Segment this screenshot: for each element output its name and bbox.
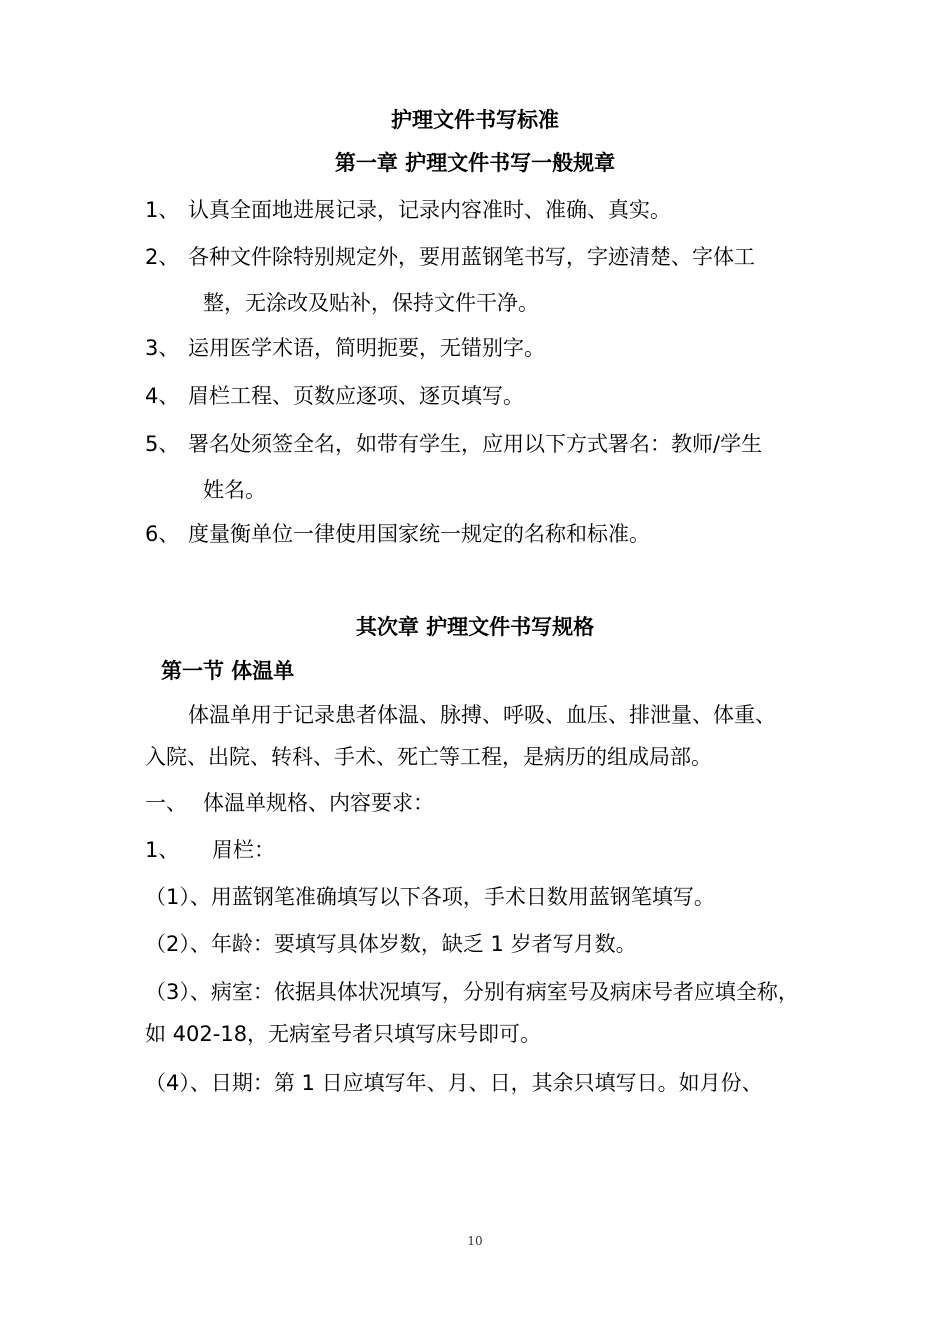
item-number: 3、 — [145, 336, 180, 360]
item-number: 2、 — [145, 245, 180, 269]
paragraph-4: （4）、日期：第 1 日应填写年、月、日，其余只填写日。如月份、 — [145, 1071, 763, 1095]
item-text: 运用医学术语，简明扼要，无错别字。 — [188, 336, 545, 360]
section1-intro-line2: 入院、出院、转科、手术、死亡等工程，是病历的组成局部。 — [145, 745, 712, 769]
item-text: 眉栏： — [212, 838, 275, 862]
section1-intro-line1: 体温单用于记录患者体温、脉搏、呼吸、血压、排泄量、体重、 — [188, 703, 776, 727]
paragraph-2: （2）、年龄：要填写具体岁数，缺乏 1 岁者写月数。 — [145, 932, 637, 956]
item-text: 度量衡单位一律使用国家统一规定的名称和标准。 — [188, 522, 650, 546]
subsection-number: 一、 — [145, 791, 187, 815]
item-text: 署名处须签全名，如带有学生，应用以下方式署名：教师/学生 — [188, 432, 763, 456]
item-number: 4、 — [145, 384, 180, 408]
subsection-text: 体温单规格、内容要求： — [203, 791, 434, 815]
document-title: 护理文件书写标准 — [391, 108, 559, 132]
item-number: 1、 — [145, 198, 180, 222]
paragraph-3-line1: （3）、病室：依据具体状况填写，分别有病室号及病床号者应填全称， — [145, 980, 799, 1004]
chapter1-heading: 第一章 护理文件书写一般规章 — [334, 151, 616, 175]
item-text: 各种文件除特别规定外，要用蓝钢笔书写，字迹清楚、字体工 — [188, 245, 755, 269]
item-number: 1、 — [145, 838, 180, 862]
paragraph-3-line2: 如 402-18，无病室号者只填写床号即可。 — [145, 1022, 542, 1046]
section1-heading: 第一节 体温单 — [161, 659, 295, 683]
item-text-continuation: 整，无涂改及贴补，保持文件干净。 — [203, 291, 539, 315]
chapter2-heading: 其次章 护理文件书写规格 — [355, 615, 595, 639]
page-number: 10 — [467, 1234, 483, 1248]
item-text: 认真全面地进展记录，记录内容准时、准确、真实。 — [188, 198, 671, 222]
item-text: 眉栏工程、页数应逐项、逐页填写。 — [188, 384, 524, 408]
item-number: 5、 — [145, 432, 180, 456]
item-number: 6、 — [145, 522, 180, 546]
paragraph-1: （1）、用蓝钢笔准确填写以下各项，手术日数用蓝钢笔填写。 — [145, 885, 715, 909]
item-text-continuation: 姓名。 — [203, 478, 266, 502]
